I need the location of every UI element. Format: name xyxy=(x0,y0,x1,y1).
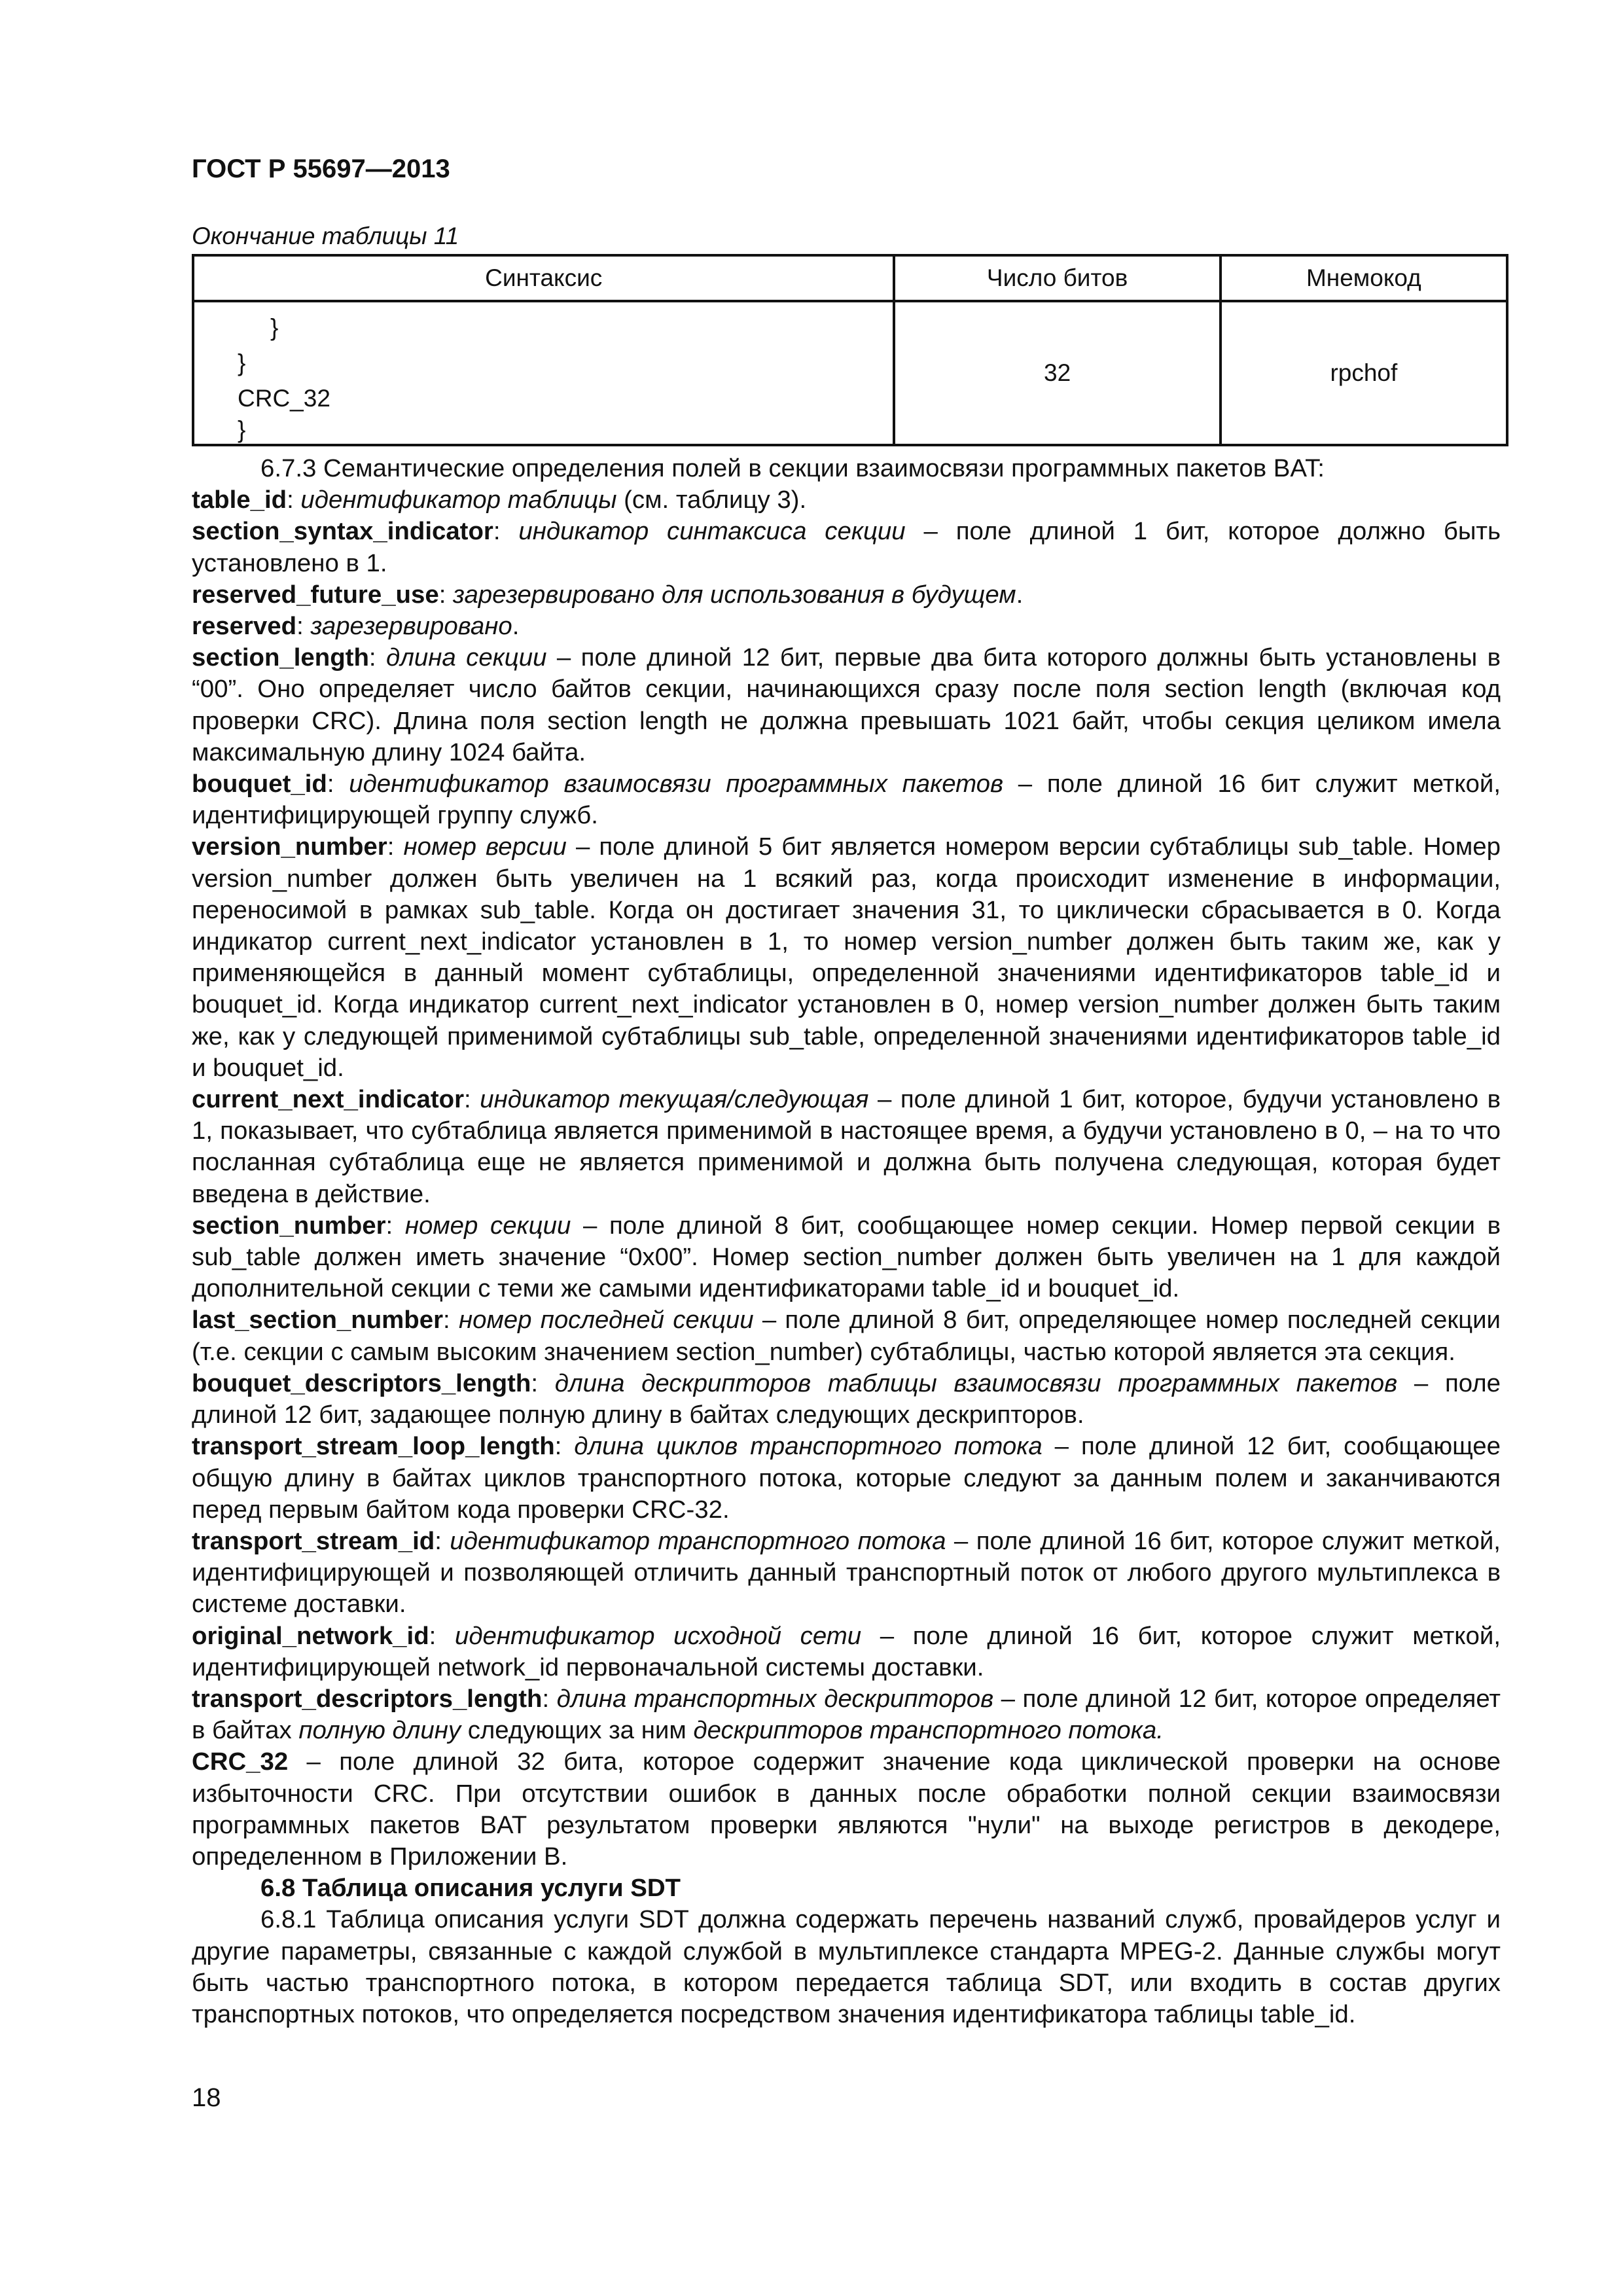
field-section-length xyxy=(192,642,1501,768)
field-description: – поле длиной 12 бит, которое определяет в байтах xyxy=(192,1684,1501,1745)
field-name: зарезервировано для использования в будущем xyxy=(453,580,1016,609)
page-number: 18 xyxy=(192,2083,221,2112)
field-term: table_id xyxy=(192,486,287,514)
field-bouquet-id xyxy=(192,768,1501,831)
field-separator: : xyxy=(429,1621,455,1650)
section-title xyxy=(192,1873,1501,1904)
field-separator: : xyxy=(435,1526,450,1555)
field-description: – поле длиной 1 бит, которое должно быть установлено в 1. xyxy=(192,517,1501,577)
field-description: – поле длиной 12 бит, задающее полную длину в байтах следующих дескрипторов. xyxy=(192,1369,1501,1429)
field-emphasis: полную длину xyxy=(298,1716,461,1745)
field-separator: : xyxy=(327,770,349,798)
table-caption: Окончание таблицы 11 xyxy=(192,223,459,249)
field-description: – поле длиной 32 бита, которое содержит значение кода циклической проверки на основе избыточности CRC. При отсутствии ошибок в данных после обработки полной секции взаимосвязи программных пакетов BAT результатом проверки являются "нули" на выходе регистров в декодере, определенном в Приложении В. xyxy=(192,1748,1501,1871)
field-separator: : xyxy=(464,1085,480,1114)
field-name: длина циклов транспортного потока xyxy=(574,1432,1043,1461)
field-bouquet-descriptors-length xyxy=(192,1368,1501,1431)
field-description: – поле длиной 16 бит, которое служит меткой, идентифицирующей network_id первоначальной системы доставки. xyxy=(192,1621,1501,1681)
table-row xyxy=(193,301,1507,445)
field-description: – поле длиной 5 бит является номером версии субтаблицы sub_table. Номер version_number должен быть увеличен на 1 всякий раз, когда происходит изменение в информации, переносимой в рамках sub_table. Когда он достигает значения 31, то циклически сбрасывается в 0. Когда индикатор current_next_indicator установлен в 1, то номер version_number должен быть таким же, как у применяющейся в данный момент субтаблицы, определенной значениями идентификаторов table_id и bouquet_id. Когда индикатор current_next_indicator установлен в 0, номер version_number должен быть таким же, как у следующей применимой субтаблицы sub_table, определенной значениями идентификаторов table_id и bouquet_id. xyxy=(192,833,1501,1082)
field-description: . xyxy=(512,612,520,641)
field-name: номер последней секции xyxy=(458,1306,754,1335)
field-description: следующих за ним xyxy=(461,1716,694,1745)
field-term: last_section_number xyxy=(192,1306,444,1335)
field-section-number xyxy=(192,1210,1501,1305)
field-term: transport_stream_id xyxy=(192,1526,435,1555)
field-description: – поле длиной 8 бит, определяющее номер последней секции (т.е. секции с самым высоким значением section_number) субтаблицы, частью которой является эта секция. xyxy=(192,1306,1501,1366)
syntax-line: } xyxy=(238,350,246,376)
field-description: – поле длиной 16 бит служит меткой, идентифицирующей группу служб. xyxy=(192,770,1501,830)
column-header-bits: Число битов xyxy=(894,255,1220,301)
field-name: идентификатор транспортного потока xyxy=(450,1526,946,1555)
field-transport-descriptors-length xyxy=(192,1683,1501,1746)
field-last-section-number xyxy=(192,1304,1501,1367)
field-separator: : xyxy=(368,643,387,672)
field-separator: : xyxy=(387,833,404,861)
field-name: зарезервировано xyxy=(310,612,512,641)
field-name: длина транспортных дескрипторов xyxy=(556,1684,994,1713)
field-transport-stream-id xyxy=(192,1526,1501,1621)
field-original-network-id xyxy=(192,1621,1501,1683)
column-header-syntax: Синтаксис xyxy=(193,255,894,301)
column-header-mnemonic: Мнемокод xyxy=(1221,255,1507,301)
field-term: transport_descriptors_length xyxy=(192,1684,543,1713)
field-term: transport_stream_loop_length xyxy=(192,1432,555,1461)
field-name: номер версии xyxy=(403,833,567,861)
field-separator: : xyxy=(287,486,301,514)
field-name: идентификатор исходной сети xyxy=(454,1621,862,1650)
body-text xyxy=(192,453,1501,2030)
field-term: section_number xyxy=(192,1211,386,1240)
syntax-line: } xyxy=(270,314,279,341)
bits-cell: 32 xyxy=(894,301,1220,445)
field-term: section_syntax_indicator xyxy=(192,517,493,546)
field-reserved-future-use xyxy=(192,579,1501,611)
mnemonic-cell: rpchof xyxy=(1221,301,1507,445)
field-term: original_network_id xyxy=(192,1621,429,1650)
field-description: . xyxy=(1016,580,1024,609)
table-header-row xyxy=(193,255,1507,301)
field-term: bouquet_id xyxy=(192,770,327,798)
field-name: идентификатор взаимосвязи программных пакетов xyxy=(349,770,1004,798)
field-term: reserved xyxy=(192,612,297,641)
field-term: reserved_future_use xyxy=(192,580,439,609)
field-name: индикатор текущая/следующая xyxy=(480,1085,869,1114)
field-term: current_next_indicator xyxy=(192,1085,465,1114)
field-crc-32 xyxy=(192,1746,1501,1873)
field-transport-stream-loop-length xyxy=(192,1431,1501,1526)
field-separator: : xyxy=(531,1369,555,1397)
paragraph-sdt: 6.8.1 Таблица описания услуги SDT должна содержать перечень названий служб, провайдеров услуг и другие параметры, связанные с каждой службой в мультиплексе стандарта MPEG-2. Данные службы могут быть частью транспортного потока, в котором передается таблица SDT, или входить в состав других транспортных потоков, что определяется посредством значения идентификатора таблицы table_id. xyxy=(192,1905,1501,2028)
field-description: – поле длиной 16 бит, которое служит меткой, идентифицирующей и позволяющей отличить данный транспортный поток от любого другого мультиплекса в системе доставки. xyxy=(192,1526,1501,1619)
field-separator: : xyxy=(542,1684,557,1713)
field-description: – поле длиной 12 бит, сообщающее общую длину в байтах циклов транспортного потока, которые следуют за данным полем и заканчиваются перед первым байтом кода проверки CRC-32. xyxy=(192,1432,1501,1524)
field-description: – поле длиной 12 бит, первые два бита которого должны быть установлены в “00”. Оно определяет число байтов секции, начинающихся сразу после поля section length (включая код проверки CRC). Длина поля section length не должна превышать 1021 байт, чтобы секция целиком имела максимальную длину 1024 байта. xyxy=(192,643,1501,766)
syntax-line: } xyxy=(238,416,246,443)
syntax-line: CRC_32 xyxy=(238,385,330,412)
field-separator: : xyxy=(385,1211,405,1240)
field-term: version_number xyxy=(192,833,387,861)
field-description: – поле длиной 8 бит, сообщающее номер секции. Номер первой секции в sub_table должен иметь значение “0x00”. Номер section_number должен быть увеличен на 1 для каждой дополнительной секции с теми же самыми идентификаторами table_id и bouquet_id. xyxy=(192,1211,1501,1303)
field-term: section_length xyxy=(192,643,369,672)
field-description: – поле длиной 1 бит, которое, будучи установлено в 1, показывает, что субтаблица является применимой в настоящее время, а будучи установлено в 0, – на то что посланная субтаблица еще не является применимой и должна быть получена следующая, которая будет введена в действие. xyxy=(192,1085,1501,1208)
document-header: ГОСТ Р 55697—2013 xyxy=(192,154,450,183)
syntax-cell xyxy=(193,301,894,445)
field-separator: : xyxy=(438,580,454,609)
field-version-number xyxy=(192,831,1501,1084)
section-title-text: 6.8 Таблица описания услуги SDT xyxy=(260,1874,681,1903)
field-name: номер секции xyxy=(404,1211,571,1240)
field-name: длина секции xyxy=(386,643,547,672)
field-separator: : xyxy=(296,612,311,641)
field-term: CRC_32 xyxy=(192,1748,289,1776)
field-name: идентификатор таблицы xyxy=(300,486,617,514)
field-table-id xyxy=(192,484,1501,516)
field-separator: : xyxy=(493,517,519,546)
field-description: (см. таблицу 3). xyxy=(616,486,807,514)
field-separator: : xyxy=(554,1432,575,1461)
paragraph-intro: 6.7.3 Семантические определения полей в секции взаимосвязи программных пакетов BAT: xyxy=(260,454,1325,482)
field-emphasis: дескрипторов транспортного потока. xyxy=(693,1716,1164,1745)
field-separator: : xyxy=(443,1306,459,1335)
field-section-syntax-indicator xyxy=(192,516,1501,579)
field-current-next-indicator xyxy=(192,1084,1501,1210)
field-reserved xyxy=(192,611,1501,642)
syntax-table xyxy=(192,254,1508,446)
field-name: индикатор синтаксиса секции xyxy=(518,517,906,546)
field-name: длина дескрипторов таблицы взаимосвязи программных пакетов xyxy=(554,1369,1398,1397)
field-term: bouquet_descriptors_length xyxy=(192,1369,531,1397)
